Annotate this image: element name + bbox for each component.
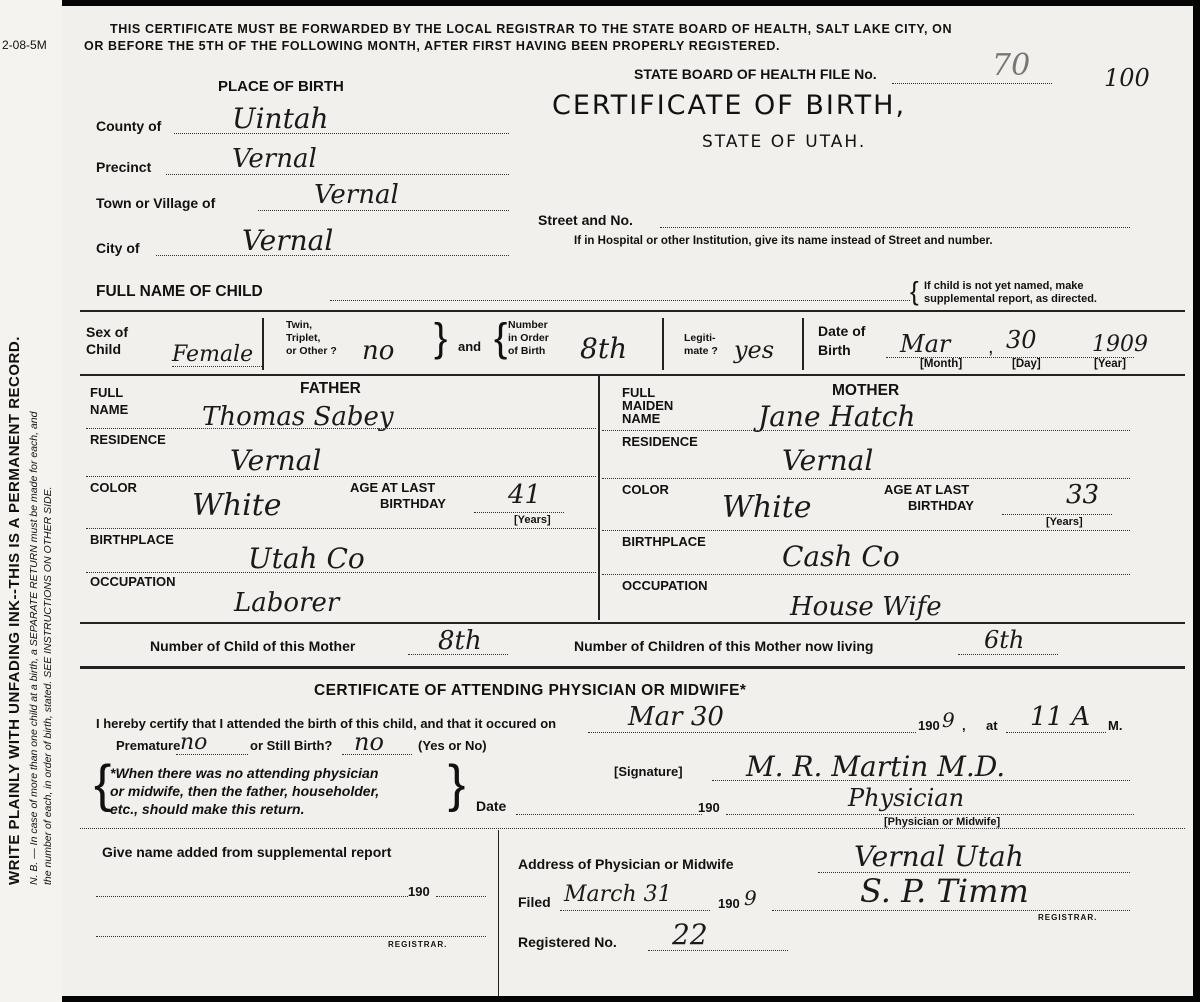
child-number-label: Number of Child of this Mother <box>150 638 356 654</box>
year-caption: [Year] <box>1094 358 1126 370</box>
section-divider <box>80 310 1185 312</box>
mother-residence-label: RESIDENCE <box>622 434 698 449</box>
time-line <box>1006 732 1106 733</box>
physician-heading: CERTIFICATE OF ATTENDING PHYSICIAN OR MIDWIFE* <box>314 682 747 699</box>
physician-title-value: Physician <box>848 784 965 812</box>
star-note: *When there was no attending physician or midwife, then the father, householder, etc., should make this return. <box>110 765 380 817</box>
father-birthplace-line <box>86 572 596 573</box>
supplemental-divider <box>498 830 499 996</box>
county-line <box>174 133 509 134</box>
certificate-title: CERTIFICATE OF BIRTH, <box>552 90 907 121</box>
father-age-line <box>474 512 564 513</box>
dob-label: Date of Birth <box>818 323 866 358</box>
mother-name-label: FULL MAIDEN NAME <box>622 385 674 426</box>
dob-day: 30 <box>1006 326 1037 354</box>
father-birthplace-value: Utah Co <box>248 542 365 575</box>
dob-month: Mar <box>900 330 951 358</box>
registered-line <box>648 950 788 951</box>
supplemental-line <box>96 896 408 897</box>
father-name-value: Thomas Sabey <box>202 402 394 432</box>
certify-year-prefix: 190 <box>918 718 940 733</box>
supplemental-year: 190 <box>408 884 430 899</box>
brace-icon-5: } <box>448 755 466 813</box>
registered-value: 22 <box>672 918 708 951</box>
order-label: Number in Order of Birth <box>508 319 549 357</box>
supplemental-label: Give name added from supplemental report <box>102 844 392 860</box>
legit-value: yes <box>734 336 775 364</box>
birth-certificate <box>62 6 1193 996</box>
child-name-line <box>330 300 910 301</box>
day-caption: [Day] <box>1012 358 1041 370</box>
living-line <box>958 654 1058 655</box>
file-no-line <box>892 83 1052 84</box>
father-residence-line <box>86 476 596 477</box>
registrar-signature: S. P. Timm <box>860 872 1029 910</box>
certify-year-value: 9 <box>942 708 955 732</box>
registered-label: Registered No. <box>518 934 617 950</box>
mother-name-line <box>602 430 1130 431</box>
brace-icon-3: { <box>494 316 508 360</box>
father-age-value: 41 <box>508 480 542 510</box>
father-age-label-2: BIRTHDAY <box>380 496 446 511</box>
county-value: Uintah <box>232 102 329 135</box>
filed-label: Filed <box>518 894 551 910</box>
father-occupation-value: Laborer <box>234 588 340 618</box>
street-label: Street and No. <box>538 212 633 228</box>
precinct-line <box>166 174 509 175</box>
supplemental-year-line <box>436 896 486 897</box>
precinct-value: Vernal <box>232 144 317 174</box>
parents-divider <box>598 376 600 620</box>
father-name-label: FULL NAME <box>90 385 129 417</box>
permanent-record-notice: WRITE PLAINLY WITH UNFADING INK--THIS IS A PERMANENT RECORD. <box>6 336 23 885</box>
mother-residence-line <box>602 478 1130 479</box>
sex-label: Sex of Child <box>86 324 129 357</box>
address-value: Vernal Utah <box>854 840 1024 873</box>
registrar-line <box>772 910 1130 911</box>
signature-value: M. R. Martin M.D. <box>746 750 1006 783</box>
father-age-label-1: AGE AT LAST <box>350 480 436 495</box>
nb-note-2: the number of each, in order of birth, stated. SEE INSTRUCTIONS ON OTHER SIDE. <box>42 486 54 885</box>
at-label: at <box>986 718 998 733</box>
father-birthplace-label: BIRTHPLACE <box>90 532 174 547</box>
date-year-prefix: 190 <box>698 800 720 815</box>
address-label: Address of Physician or Midwife <box>518 856 734 872</box>
registrar-caption: REGISTRAR. <box>1038 913 1098 922</box>
child-name-label: FULL NAME OF CHILD <box>96 283 263 300</box>
town-value: Vernal <box>314 180 399 210</box>
mother-age-value: 33 <box>1066 480 1100 510</box>
dob-year: 1909 <box>1092 332 1148 357</box>
place-of-birth-heading: PLACE OF BIRTH <box>218 78 344 95</box>
living-label: Number of Children of this Mother now living <box>574 638 874 654</box>
mother-birthplace-line <box>602 574 1130 575</box>
father-occupation-label: OCCUPATION <box>90 574 176 589</box>
county-label: County of <box>96 118 162 134</box>
mother-residence-value: Vernal <box>782 444 874 477</box>
father-residence-label: RESIDENCE <box>90 432 166 447</box>
father-name-line <box>86 428 596 429</box>
city-label: City of <box>96 240 140 256</box>
filed-line <box>560 910 710 911</box>
certify-date-line <box>588 732 916 733</box>
name-note-2: supplemental report, as directed. <box>924 293 1097 305</box>
father-years-caption: [Years] <box>514 514 551 526</box>
legit-label: Legiti- mate ? <box>684 332 718 357</box>
brace-icon: { <box>910 276 919 306</box>
twin-value: no <box>362 336 395 366</box>
mother-age-label-2: BIRTHDAY <box>908 498 974 513</box>
mother-age-line <box>1002 514 1112 515</box>
supplemental-registrar-line <box>96 936 486 937</box>
twin-label: Twin, Triplet, or Other ? <box>286 319 337 357</box>
brace-icon-4: { <box>94 755 112 813</box>
title-line <box>726 814 1134 815</box>
time-value: 11 A <box>1030 702 1091 732</box>
mother-name-value: Jane Hatch <box>758 400 916 433</box>
street-note: If in Hospital or other Institution, give its name instead of Street and number. <box>574 235 993 247</box>
form-code: 2-08-5M <box>2 38 47 52</box>
certify-date-value: Mar 30 <box>628 702 724 732</box>
section-divider-3 <box>80 622 1185 624</box>
row-divider-2 <box>662 318 664 370</box>
filed-year-value: 9 <box>744 886 757 910</box>
file-no-label: STATE BOARD OF HEALTH FILE No. <box>634 66 877 82</box>
section-divider-2 <box>80 374 1185 376</box>
m-label: M. <box>1108 718 1123 733</box>
father-color-label: COLOR <box>90 480 137 495</box>
row-divider-3 <box>802 318 804 370</box>
living-value: 6th <box>984 626 1025 654</box>
mother-birthplace-label: BIRTHPLACE <box>622 534 706 549</box>
mother-age-label-1: AGE AT LAST <box>884 482 970 497</box>
premature-value: no <box>180 730 208 755</box>
mother-occupation-value: House Wife <box>790 592 942 622</box>
section-divider-4 <box>80 666 1185 669</box>
precinct-label: Precinct <box>96 159 152 175</box>
mother-color-value: White <box>722 490 812 525</box>
filed-value: March 31 <box>564 882 672 907</box>
still-birth-label: or Still Birth? <box>250 738 333 753</box>
supplemental-registrar-caption: REGISTRAR. <box>388 940 448 949</box>
father-color-value: White <box>192 488 282 523</box>
date-line <box>516 814 702 815</box>
nb-note-1: N. B. — In case of more than one child at a birth, a SEPARATE RETURN must be made for each, and <box>28 411 40 885</box>
premature-label: Premature <box>116 738 181 753</box>
mother-color-label: COLOR <box>622 482 669 497</box>
filed-year-prefix: 190 <box>718 896 740 911</box>
signature-label: [Signature] <box>614 764 683 779</box>
father-heading: FATHER <box>300 380 361 397</box>
section-divider-5 <box>80 828 1185 829</box>
town-line <box>258 210 509 211</box>
city-value: Vernal <box>242 224 334 257</box>
row-divider <box>262 318 264 370</box>
mother-color-line <box>602 530 1130 531</box>
child-number-value: 8th <box>438 626 482 656</box>
dob-comma: , <box>988 336 994 358</box>
physician-title-caption: [Physician or Midwife] <box>884 816 1001 828</box>
forwarding-notice-1: THIS CERTIFICATE MUST BE FORWARDED BY THE LOCAL REGISTRAR TO THE STATE BOARD OF HEALTH, SALT LAKE CITY, ON <box>110 22 953 36</box>
sex-value: Female <box>172 342 254 367</box>
brace-icon-2: } <box>434 316 448 360</box>
father-color-line <box>86 528 596 529</box>
father-residence-value: Vernal <box>230 444 322 477</box>
left-margin <box>0 0 62 1002</box>
name-note-1: If child is not yet named, make <box>924 280 1084 292</box>
month-caption: [Month] <box>920 358 963 370</box>
mother-years-caption: [Years] <box>1046 516 1083 528</box>
mother-heading: MOTHER <box>832 382 900 399</box>
street-line <box>660 227 1130 228</box>
yes-no-label: (Yes or No) <box>418 738 487 753</box>
certify-text: I hereby certify that I attended the birth of this child, and that it occured on <box>96 716 557 731</box>
mother-birthplace-value: Cash Co <box>782 540 900 573</box>
date-label: Date <box>476 798 507 814</box>
forwarding-notice-2: OR BEFORE THE 5TH OF THE FOLLOWING MONTH, AFTER FIRST HAVING BEEN PROPERLY REGISTERED. <box>84 39 781 53</box>
and-label: and <box>458 339 482 354</box>
mother-occupation-label: OCCUPATION <box>622 578 708 593</box>
still-birth-value: no <box>354 728 384 756</box>
order-value: 8th <box>580 332 628 365</box>
margin-number: 100 <box>1104 64 1150 92</box>
certify-comma: , <box>962 718 966 733</box>
certificate-subtitle: STATE OF UTAH. <box>702 132 867 152</box>
file-no-value: 70 <box>992 48 1031 83</box>
town-label: Town or Village of <box>96 195 216 211</box>
